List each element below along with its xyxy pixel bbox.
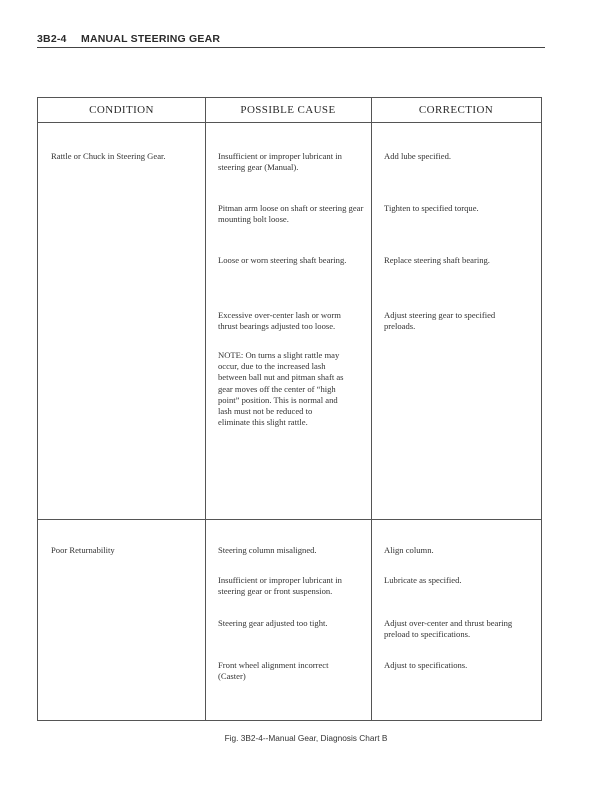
column-divider: [205, 98, 206, 720]
cause-cell: Steering column misaligned.: [218, 545, 317, 555]
correction-cell: Add lube specified.: [384, 151, 452, 161]
correction-cell: Adjust steering gear to specified preloads.: [384, 310, 496, 332]
correction-cell: Replace steering shaft bearing.: [384, 255, 490, 265]
correction-cell: Align column.: [384, 545, 434, 555]
condition-poor-returnability: Poor Returnability: [51, 545, 115, 555]
correction-cell: Adjust over-center and thrust bearing preload to specifications.: [384, 618, 513, 640]
column-header-correction: CORRECTION: [418, 104, 494, 116]
column-divider: [371, 98, 372, 720]
section-code: 3B2-4: [37, 33, 67, 45]
cause-cell: Steering gear adjusted too tight.: [218, 618, 328, 628]
correction-cell: Adjust to specifications.: [384, 660, 468, 670]
diagnosis-table: [37, 97, 542, 721]
correction-cell: Lubricate as specified.: [384, 575, 462, 585]
condition-rattle: Rattle or Chuck in Steering Gear.: [51, 151, 166, 161]
group-divider: [38, 519, 541, 520]
section-title: MANUAL STEERING GEAR: [81, 33, 221, 45]
cause-cell: Front wheel alignment incorrect (Caster): [218, 660, 329, 682]
header-divider: [38, 122, 541, 123]
correction-cell: Tighten to specified torque.: [384, 203, 479, 213]
cause-note: NOTE: On turns a slight rattle may occur, due to the increased lash between ball nut and pitman shaft as gear moves off the center of “high point” position. This is normal and lash must not be reduced to eliminate this slight rattle.: [218, 350, 344, 428]
column-header-condition: CONDITION: [89, 104, 154, 116]
cause-cell: Excessive over-center lash or worm thrust bearings adjusted too loose.: [218, 310, 341, 332]
figure-caption: Fig. 3B2-4--Manual Gear, Diagnosis Chart B: [224, 733, 388, 743]
cause-cell: Insufficient or improper lubricant in steering gear (Manual).: [218, 151, 342, 173]
column-header-possible-cause: POSSIBLE CAUSE: [240, 104, 336, 116]
cause-cell: Insufficient or improper lubricant in steering gear or front suspension.: [218, 575, 342, 597]
page-header: [37, 33, 545, 48]
cause-cell: Pitman arm loose on shaft or steering gear mounting bolt loose.: [218, 203, 364, 225]
cause-cell: Loose or worn steering shaft bearing.: [218, 255, 347, 265]
